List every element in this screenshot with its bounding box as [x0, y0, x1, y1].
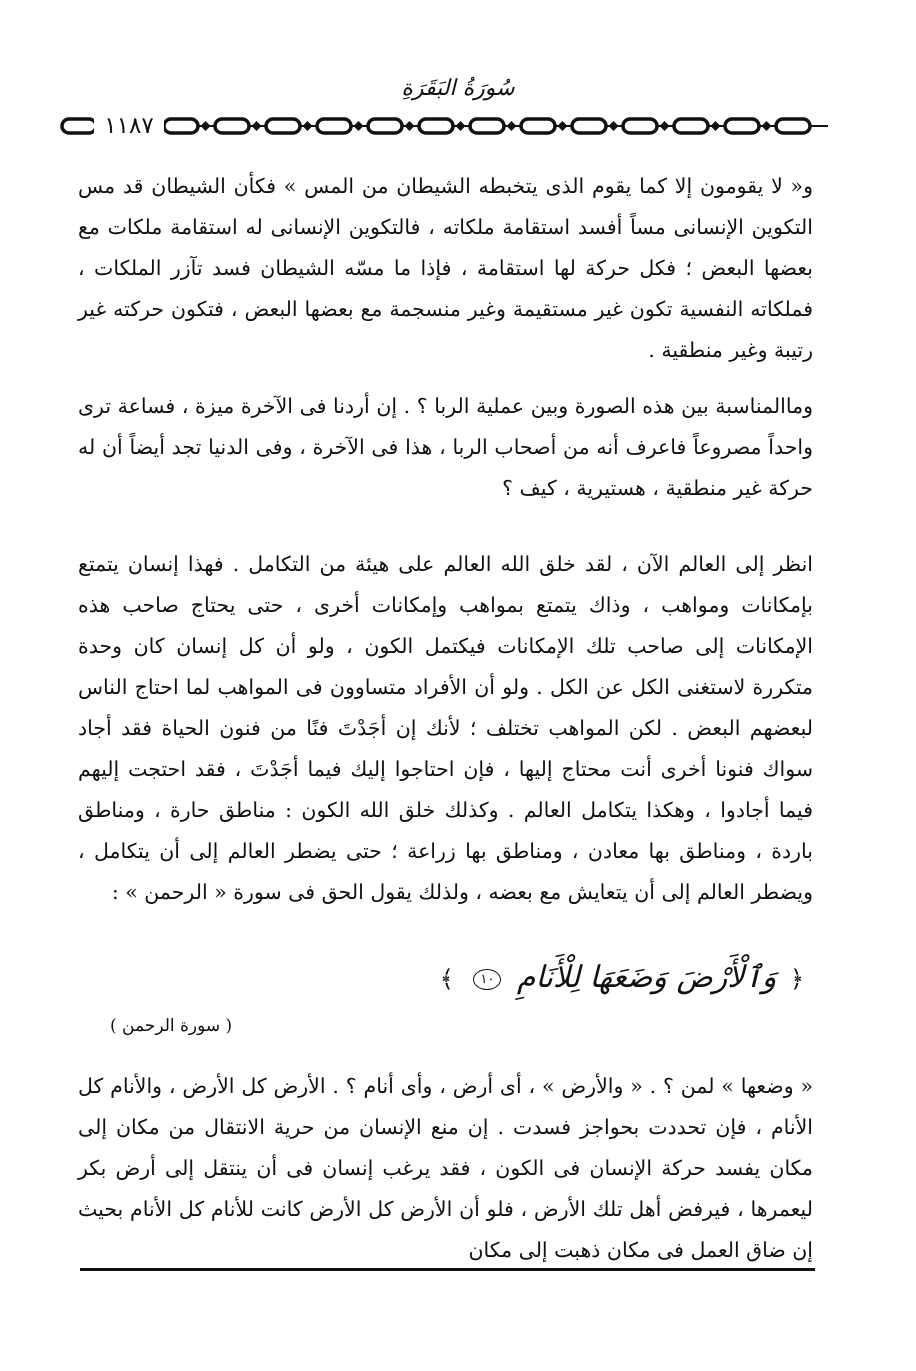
- paragraph-2: [78, 386, 813, 509]
- decorative-header-band: [60, 112, 832, 140]
- paragraph-text: انظر إلى العالم الآن ، لقد خلق الله العالم على هيئة من التكامل . فهذا إنسان يتمتع بإمكانات ومواهب ، وذاك يتمتع بمواهب وإمكانات أخرى ، حتى يحتاج صاحب هذه الإمكانات إلى صاحب تلك الإمكانات فيكتمل الكون ، ولو أن كل إنسان كان وحدة متكررة لاستغنى الكل عن الكل . ولو أن الأفراد متساوون فى المواهب لما احتاج الناس لبعضهم البعض . لكن المواهب تختلف ؛ لأنك إن أجَدْتَ فنًا من فنون الحياة فقد أجاد سواك فنونا أخرى أنت محتاج إليها ، فإن احتاجوا إليك فيما أجَدْتَ ، فقد احتجت إليهم فيما أجادوا ، وهكذا يتكامل العالم . وكذلك خلق الله الكون : مناطق حارة ، ومناطق باردة ، ومناطق بها معادن ، ومناطق بها زراعة ؛ حتى يضطر العالم إلى أن يتكامل ، ويضطر العالم إلى أن يتعايش مع بعضه ، ولذلك يقول الحق فى سورة « الرحمن » :: [78, 552, 813, 904]
- paragraph-text: وماالمناسبة بين هذه الصورة وبين عملية الربا ؟ . إن أردنا فى الآخرة ميزة ، فساعة ترى واحداً مصروعاً فاعرف أنه من أصحاب الربا ، هذا فى الآخرة ، وفى الدنيا تجد أيضاً أن له حركة غير منطقية ، هستيرية ، كيف ؟: [78, 394, 813, 500]
- paragraph-text: « وضعها » لمن ؟ . « والأرض » ، أى أرض ، وأى أنام ؟ . الأرض كل الأرض ، والأنام كل الأنام ، فإن تحددت بحواجز فسدت . إن منع الإنسان من حرية الانتقال من مكان إلى مكان يفسد حركة الإنسان فى الكون ، فقد يرغب إنسان فى أن ينتقل إلى أرض بكر ليعمرها ، فيرفض أهل تلك الأرض ، فلو أن الأرض كل الأرض كانت للأنام كل الأنام بحيث إن ضاق العمل فى مكان ذهبت إلى مكان: [78, 1074, 813, 1262]
- verse-open-ornament: ﴿: [789, 965, 804, 993]
- verse-text: وَٱلْأَرْضَ وَضَعَهَا لِلْأَنَامِ: [516, 960, 777, 995]
- surah-title: سُورَةُ البَقَرَةِ: [401, 76, 515, 101]
- verse-source: ( سورة الرحمن ): [110, 1016, 233, 1036]
- verse-number: ١٠: [473, 969, 501, 990]
- paragraph-1: [78, 166, 813, 371]
- footer-rule: [80, 1268, 815, 1271]
- ornament-chain-icon: [60, 112, 832, 140]
- verse-close-ornament: ﴾: [439, 965, 454, 993]
- quran-verse: [436, 960, 808, 995]
- paragraph-text: و« لا يقومون إلا كما يقوم الذى يتخبطه الشيطان من المس » فكأن الشيطان قد مس التكوين الإنسانى مساً أفسد استقامة ملكاته ، فالتكوين الإنسانى له استقامة ملكات مع بعضها البعض ؛ فكل حركة لها استقامة ، فإذا ما مسّه الشيطان فسد تآزر الملكات ، فملكاته النفسية تكون غير مستقيمة وغير منسجمة مع بعضها البعض ، فتكون حركته غير رتيبة وغير منطقية .: [78, 174, 813, 362]
- paragraph-3: [78, 544, 813, 913]
- page-number: ١١٨٧: [94, 110, 164, 142]
- paragraph-4: [78, 1066, 813, 1271]
